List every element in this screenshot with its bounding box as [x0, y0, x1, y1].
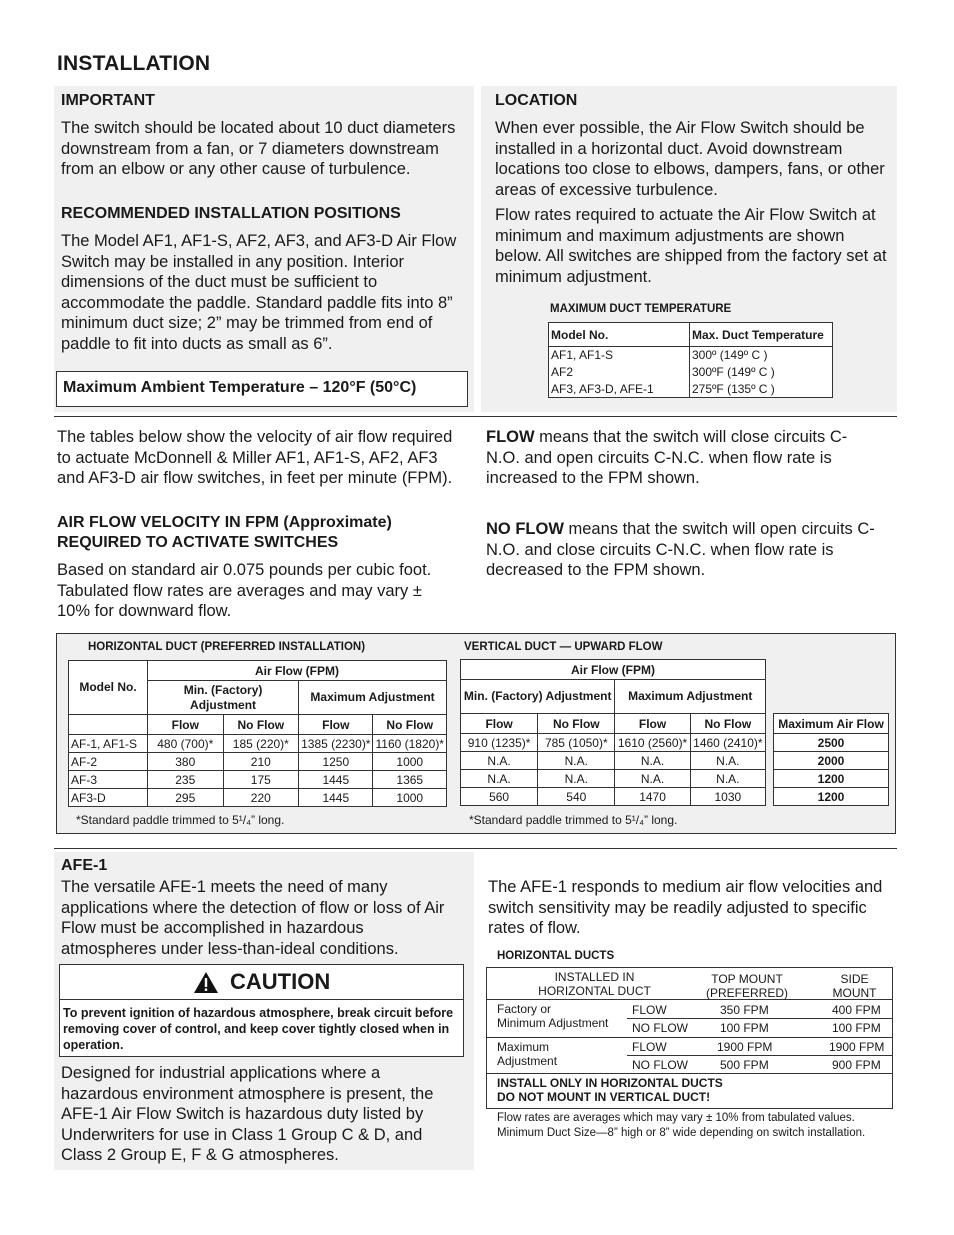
flow-label: FLOW — [632, 1003, 667, 1017]
hduct-row-max-label-1: Maximum — [497, 1040, 550, 1054]
hduct-row-min-label-2: Minimum Adjustment — [497, 1016, 609, 1030]
max-ambient-text: Maximum Ambient Temperature – 120°F (50°C) — [63, 379, 417, 396]
sub-header: Flow — [615, 714, 690, 734]
hduct-row-max-label — [497, 1040, 557, 1068]
horizontal-table-footnote: *Standard paddle trimmed to 5¹/₄” long. — [76, 813, 285, 827]
horizontal-ducts-table — [486, 967, 893, 1109]
hduct-col3-line1: SIDE — [840, 972, 869, 986]
hduct-col1-header — [487, 970, 702, 998]
table-cell: AF-2 — [69, 753, 148, 771]
table-cell: 1200 — [774, 770, 889, 788]
table-cell: 210 — [223, 753, 299, 771]
velocity-text: Based on standard air 0.075 pounds per cubic foot. Tabulated flow rates are averages and may vary ± 10% for downward flow. — [57, 561, 432, 620]
table-cell: 1900 FPM — [717, 1040, 773, 1054]
table-cell: N.A. — [615, 770, 690, 788]
hduct-col2-header — [687, 972, 807, 1000]
afe1-text-2: Designed for industrial applications where a hazardous environment atmosphere is present, the AFE-1 Air Flow Switch is hazardous duty listed by Underwriters for use in Class 1 Group C & D, and Class 2 Group E, F & G atmospheres. — [61, 1064, 434, 1164]
table-cell: 1000 — [373, 789, 447, 807]
noflow-label: NO FLOW — [632, 1021, 688, 1035]
table-cell: N.A. — [538, 770, 615, 788]
afe1-heading: AFE-1 — [61, 857, 108, 874]
divider — [54, 848, 897, 849]
warning-icon — [193, 971, 219, 999]
hduct-table-title: HORIZONTAL DUCTS — [497, 950, 615, 962]
table-cell: 380 — [148, 753, 224, 771]
row-divider — [627, 1018, 892, 1019]
table-cell: 350 FPM — [720, 1003, 769, 1017]
row-divider — [627, 1055, 892, 1056]
duct-temp-header-model: Model No. — [549, 323, 690, 347]
table-cell: AF-3 — [69, 771, 148, 789]
divider — [54, 416, 897, 417]
horizontal-duct-table — [68, 660, 447, 807]
recommended-text: The Model AF1, AF1-S, AF2, AF3, and AF3-D Air Flow Switch may be installed in any position. Interior dimensions of the duct must be sufficient to accommodate the paddle. Standard paddle fits into 8” minimum duct size; 2” may be trimmed from end of paddle to fit into ducts as small as 6”. — [61, 232, 457, 353]
table-cell: N.A. — [615, 752, 690, 770]
hduct-col3-header — [817, 972, 892, 1000]
table-cell: 300ºF (149º C ) — [690, 364, 833, 381]
table-cell: 910 (1235)* — [461, 734, 538, 752]
table-cell: 1000 — [373, 753, 447, 771]
caution-box — [59, 964, 464, 1057]
table-cell: 220 — [223, 789, 299, 807]
table-cell: 1445 — [299, 771, 373, 789]
sub-header: No Flow — [223, 715, 299, 735]
max-adjustment-header: Maximum Adjustment — [299, 681, 447, 715]
table-cell: 1460 (2410)* — [690, 734, 765, 752]
velocity-heading-2: REQUIRED TO ACTIVATE SWITCHES — [57, 534, 339, 551]
horizontal-table-title: HORIZONTAL DUCT (PREFERRED INSTALLATION) — [88, 641, 366, 653]
table-cell: N.A. — [690, 752, 765, 770]
important-heading: IMPORTANT — [61, 92, 155, 109]
table-cell: 1900 FPM — [829, 1040, 885, 1054]
location-heading: LOCATION — [495, 92, 578, 109]
table-cell: AF-1, AF1-S — [69, 735, 148, 753]
table-cell: 175 — [223, 771, 299, 789]
table-cell: N.A. — [538, 752, 615, 770]
table-cell: 275ºF (135º C ) — [690, 381, 833, 398]
table-cell: N.A. — [461, 752, 538, 770]
airflow-header: Air Flow (FPM) — [461, 660, 766, 680]
table-cell: 1160 (1820)* — [373, 735, 447, 753]
table-cell: 480 (700)* — [148, 735, 224, 753]
table-cell: 295 — [148, 789, 224, 807]
afe1-text-3: The AFE-1 responds to medium air flow velocities and switch sensitivity may be readily adjusted to specific rates of flow. — [488, 878, 883, 937]
sub-header: Flow — [299, 715, 373, 735]
table-cell: AF2 — [549, 364, 690, 381]
location-text-2: Flow rates required to actuate the Air Flow Switch at minimum and maximum adjustments are shown below. All switches are shipped from the factory set at minimum adjustment. — [495, 206, 887, 286]
table-cell: 1200 — [774, 788, 889, 806]
flow-text: means that the switch will close circuits C-N.O. and open circuits C-N.C. when flow rate is increased to the FPM shown. — [486, 428, 848, 487]
sub-header: Flow — [148, 715, 224, 735]
caution-title: CAUTION — [230, 969, 331, 994]
table-cell: AF1, AF1-S — [549, 347, 690, 364]
hduct-row-min — [487, 999, 892, 1038]
empty-header — [69, 715, 148, 735]
table-cell: 2000 — [774, 752, 889, 770]
hduct-header-row — [487, 968, 892, 1000]
hduct-footnote — [497, 1111, 897, 1141]
table-cell: 100 FPM — [832, 1021, 881, 1035]
hduct-row-max-label-2: Adjustment — [497, 1054, 558, 1068]
duct-temp-table — [548, 322, 833, 398]
table-cell: 400 FPM — [832, 1003, 881, 1017]
table-cell: 540 — [538, 788, 615, 806]
airflow-header: Air Flow (FPM) — [148, 661, 447, 681]
hduct-install-note — [497, 1076, 723, 1104]
table-cell: 1365 — [373, 771, 447, 789]
hduct-col1-line2: HORIZONTAL DUCT — [538, 984, 651, 998]
table-cell: 1385 (2230)* — [299, 735, 373, 753]
flow-definition — [486, 427, 881, 489]
location-text-1: When ever possible, the Air Flow Switch should be installed in a horizontal duct. Avoid downstream locations too close to elbows, dampers, fans, or other areas of excessive turbulence. — [495, 119, 885, 199]
hduct-footnote-1: Flow rates are averages which may vary ± 10% from tabulated values. — [497, 1112, 855, 1124]
noflow-definition — [486, 519, 881, 581]
table-cell: 500 FPM — [720, 1058, 769, 1072]
table-cell: 1250 — [299, 753, 373, 771]
table-cell: AF3-D — [69, 789, 148, 807]
hduct-row-max — [487, 1037, 892, 1074]
hduct-note-1: INSTALL ONLY IN HORIZONTAL DUCTS — [497, 1076, 723, 1090]
max-airflow-header: Maximum Air Flow — [774, 714, 889, 734]
sub-header: No Flow — [373, 715, 447, 735]
hduct-col3-line2: MOUNT — [832, 986, 877, 1000]
vertical-duct-table — [460, 659, 766, 806]
velocity-intro: The tables below show the velocity of air flow required to actuate McDonnell & Miller AF1, AF1-S, AF2, AF3 and AF3-D air flow switches, in feet per minute (FPM). — [57, 428, 453, 487]
hduct-col2-line2: (PREFERRED) — [705, 986, 788, 1000]
model-header: Model No. — [69, 661, 148, 715]
table-cell: 1445 — [299, 789, 373, 807]
hduct-col2-line1: TOP MOUNT — [711, 972, 783, 986]
afe1-text-1: The versatile AFE-1 meets the need of many applications where the detection of flow or loss of Air Flow must be accomplished in hazardous atmospheres under less-than-ideal conditions. — [61, 878, 445, 958]
hduct-footnote-2: Minimum Duct Size—8” high or 8” wide depending on switch installation. — [497, 1127, 866, 1139]
table-cell: 2500 — [774, 734, 889, 752]
important-text: The switch should be located about 10 duct diameters downstream from a fan, or 7 diameters downstream from an elbow or any other cause of turbulence. — [61, 119, 456, 178]
caution-header — [60, 965, 463, 1000]
max-adjustment-header: Maximum Adjustment — [615, 680, 766, 714]
flow-label: FLOW — [632, 1040, 667, 1054]
sub-header: Flow — [461, 714, 538, 734]
hduct-col1-line1: INSTALLED IN — [554, 970, 635, 984]
table-cell: 900 FPM — [832, 1058, 881, 1072]
min-adjustment-header: Min. (Factory) Adjustment — [148, 681, 299, 715]
table-cell: 1610 (2560)* — [615, 734, 690, 752]
recommended-heading: RECOMMENDED INSTALLATION POSITIONS — [61, 205, 401, 222]
noflow-label: NO FLOW — [632, 1058, 688, 1072]
table-cell: 300º (149º C ) — [690, 347, 833, 364]
table-cell: 785 (1050)* — [538, 734, 615, 752]
noflow-word: NO FLOW — [486, 520, 564, 538]
velocity-heading-1: AIR FLOW VELOCITY IN FPM (Approximate) — [57, 514, 392, 531]
noflow-text: means that the switch will open circuits C-N.O. and close circuits C-N.C. when flow rate is decreased to the FPM shown. — [486, 520, 875, 579]
table-cell: 560 — [461, 788, 538, 806]
max-airflow-table — [773, 713, 889, 806]
duct-temp-header-temp: Max. Duct Temperature — [690, 323, 833, 347]
table-cell: AF3, AF3-D, AFE-1 — [549, 381, 690, 398]
hduct-note-2: DO NOT MOUNT IN VERTICAL DUCT! — [497, 1090, 711, 1104]
flow-word: FLOW — [486, 428, 535, 446]
vertical-table-footnote: *Standard paddle trimmed to 5¹/₄” long. — [469, 813, 678, 827]
table-cell: N.A. — [461, 770, 538, 788]
page-title: INSTALLATION — [57, 52, 211, 75]
table-cell: 235 — [148, 771, 224, 789]
vertical-table-title: VERTICAL DUCT — UPWARD FLOW — [464, 641, 663, 653]
caution-text: To prevent ignition of hazardous atmosphere, break circuit before removing cover of control, and keep cover tightly closed when in operation. — [63, 1006, 454, 1052]
table-cell: 100 FPM — [720, 1021, 769, 1035]
max-ambient-box — [56, 371, 468, 407]
table-cell: 1470 — [615, 788, 690, 806]
hduct-row-min-label-1: Factory or — [497, 1002, 552, 1016]
sub-header: No Flow — [538, 714, 615, 734]
duct-temp-title: MAXIMUM DUCT TEMPERATURE — [550, 303, 732, 315]
table-cell: 1030 — [690, 788, 765, 806]
table-cell: N.A. — [690, 770, 765, 788]
hduct-row-min-label — [497, 1002, 608, 1030]
table-cell: 185 (220)* — [223, 735, 299, 753]
sub-header: No Flow — [690, 714, 765, 734]
min-adjustment-header: Min. (Factory) Adjustment — [461, 680, 615, 714]
